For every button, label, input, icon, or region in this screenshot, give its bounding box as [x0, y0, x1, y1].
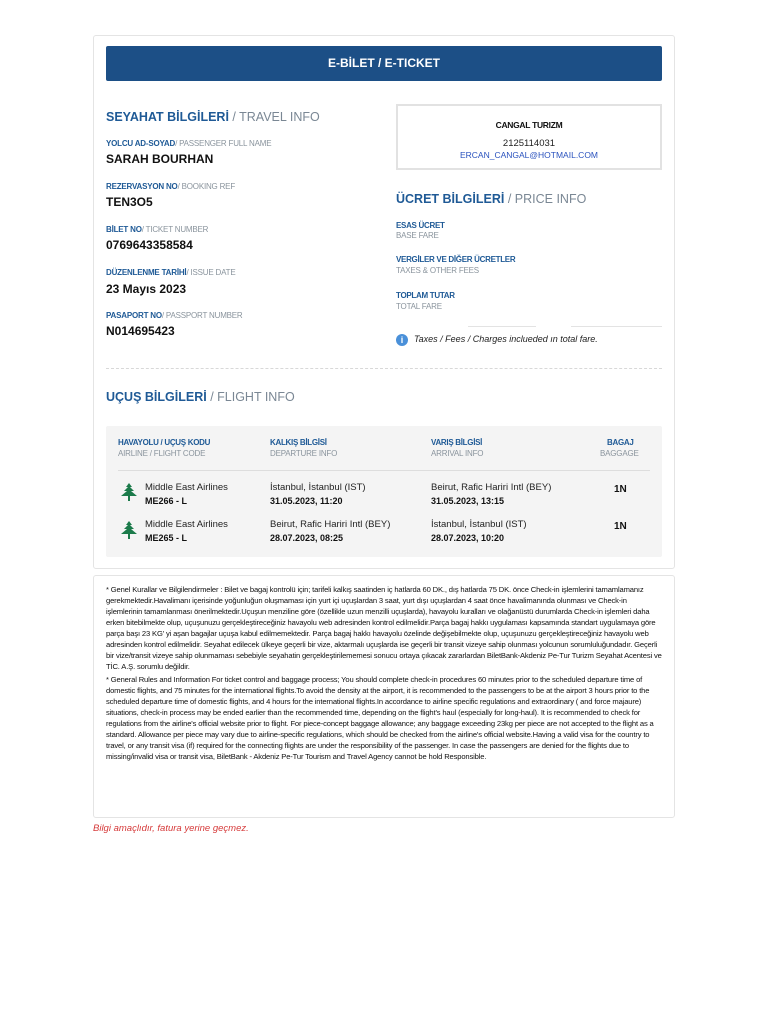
ticket-number-label: BİLET NO/ TICKET NUMBER — [106, 225, 209, 234]
flight-1-arrival-place: Beirut, Rafic Hariri Intl (BEY) — [431, 482, 552, 493]
taxes-label: VERGİLER VE DİĞER ÜCRETLER — [396, 255, 516, 264]
flight-1-airline: Middle East Airlines — [145, 482, 228, 493]
flight-1-departure-time: 31.05.2023, 11:20 — [270, 496, 343, 506]
base-fare-label: ESAS ÜCRET — [396, 221, 445, 230]
flight-1-code: ME266 - L — [145, 496, 188, 506]
flight-1-baggage: 1N — [614, 484, 627, 495]
flight-2-airline: Middle East Airlines — [145, 519, 228, 530]
table-header-divider — [118, 470, 650, 471]
flight-2-code: ME265 - L — [145, 533, 188, 543]
flight-1-departure-place: İstanbul, İstanbul (IST) — [270, 482, 366, 493]
divider — [468, 326, 536, 327]
agency-name: CANGAL TURIZM — [495, 120, 563, 130]
rules-turkish: * Genel Kurallar ve Bilgilendirmeler : Bilet ve bagaj kontrolü için; tarifeli kalkış saatinden iç hatlarda 60 DK., dış hatlarda 75 DK. önce Check-in işlemlerini tamamlamanız gerekmektedir.Havalimanı içerisinde yoğunluğun oluşmaması için yurt içi uçuşlardan 3 saat, yurt dışı uçuşlardan 4 saat önce havalimanında olunması ve Check-in işlemlerinin tamamlanması önerilmektedir.Uçuşun menziline göre (özellikle uzun menzilli uçuşlarda), havayolu kuralları ve olağanüstü durumlarda Check-in işlemleri daha erken bitebilmekte olup, uçuşunuzu gerçekleştireceğiniz havayolu web adresinden kontrol edilmelidir.Parça bagaj hakkı uygulaması kapsamında standart uygulamaya göre parça başı 23 KG' yi aşan bagajlar uçuşa kabul edilmemektedir. Parça bagaj hakkı havayolu özelinde değişebilmekte olup, uçuşunuzu gerçekleştireceğiniz havayolu web adresinden kontrol edilmelidir. Seyahat edilecek ülkeye geçerli bir vize, aktarmalı uçuşlarda ise geçerli bir transit vizeye sahip olunması yolcunun sorumluluğundadır. Geçerli bir vize/transit vizeye sahip olunmaması sebebiyle seyahatin gerçekleştirilememesi sonucu ortaya çıkacak zararlardan BiletBank-Akdeniz Pe-Tur Turizm Seyahat Acentesi ve TİC. A.Ş. sorumlu değildir. — [106, 585, 662, 671]
cedar-airline-logo-icon — [119, 521, 139, 539]
flight-2-departure-place: Beirut, Rafic Hariri Intl (BEY) — [270, 519, 391, 530]
flight-info-title: UÇUŞ BİLGİLERİ / FLIGHT INFO — [106, 390, 295, 404]
flight-2-arrival-time: 28.07.2023, 10:20 — [431, 533, 505, 543]
col-baggage-header-en: BAGGAGE — [600, 449, 639, 458]
col-baggage-header: BAGAJ — [607, 438, 634, 447]
col-departure-header-en: DEPARTURE INFO — [270, 449, 338, 458]
passenger-name-label: YOLCU AD-SOYAD/ PASSENGER FULL NAME — [106, 139, 272, 148]
col-arrival-header-en: ARRIVAL INFO — [431, 449, 484, 458]
ticket-header: E-BİLET / E-TICKET — [106, 46, 662, 81]
cedar-airline-logo-icon — [119, 483, 139, 501]
price-info-title: ÜCRET BİLGİLERİ / PRICE INFO — [396, 192, 587, 206]
ticket-number-value: 0769643358584 — [106, 238, 193, 252]
issue-date-label: DÜZENLENME TARİHİ/ ISSUE DATE — [106, 268, 236, 277]
travel-info-title: SEYAHAT BİLGİLERİ / TRAVEL INFO — [106, 110, 320, 124]
col-arrival-header: VARIŞ BİLGİSİ — [431, 438, 483, 447]
col-airline-header-en: AIRLINE / FLIGHT CODE — [118, 449, 206, 458]
flight-2-arrival-place: İstanbul, İstanbul (IST) — [431, 519, 527, 530]
passport-number-label: PASAPORT NO/ PASSPORT NUMBER — [106, 311, 243, 320]
taxes-label-en: TAXES & OTHER FEES — [396, 266, 479, 275]
base-fare-label-en: BASE FARE — [396, 231, 439, 240]
passport-number-value: N014695423 — [106, 324, 175, 338]
total-fare-label: TOPLAM TUTAR — [396, 291, 455, 300]
flight-2-departure-time: 28.07.2023, 08:25 — [270, 533, 344, 543]
passenger-name-value: SARAH BOURHAN — [106, 152, 214, 166]
agency-phone: 2125114031 — [502, 138, 556, 149]
issue-date-value: 23 Mayıs 2023 — [106, 282, 187, 296]
col-airline-header: HAVAYOLU / UÇUŞ KODU — [118, 438, 211, 447]
section-divider — [106, 368, 662, 369]
flight-2-baggage: 1N — [614, 521, 627, 532]
disclaimer-text: Bilgi amaçlıdır, fatura yerine geçmez. — [93, 823, 249, 834]
col-departure-header: KALKIŞ BİLGİSİ — [270, 438, 327, 447]
flight-1-arrival-time: 31.05.2023, 13:15 — [431, 496, 505, 506]
rules-box — [93, 575, 675, 818]
booking-ref-value: TEN3O5 — [106, 195, 153, 209]
info-icon: i — [396, 334, 408, 346]
rules-english: * General Rules and Information For ticket control and baggage process; You should complete check-in procedures 60 minutes prior to the scheduled departure time of domestic flights, and 75 minutes for the international flights.To avoid the density at the airport, it is recommended to the passengers to be at the airport 3 hours prior to the scheduled departure time of domestic flights, and 4 hours for the international flights.In accordance to airline specific regulations and extraordinary ( and force majaure) situations, check-in process may be ended earlier than the recommended time, depending on the flight's haul (especially for long-haul). It is recommended to check for regulations from the airline's official website prior to flight. For piece-concept baggage allowance; any baggage exceeding 23kg per piece are not accepted to the flight as a standard. Allowance per piece may vary due to airline-specific regulations, which should be checked from the airline's official website.Having a valid visa for the country to travel, or any transit visa (if) required for the connecting flights are under the responsibility of the passenger. In case the passengers are denied for the flights due to missing/invalid visa or transit visa, BiletBank - Akdeniz Pe-Tur Tourism and Travel Agency cannot be hold Responsible. — [106, 675, 654, 761]
divider — [571, 326, 662, 327]
agency-email-link[interactable]: ERCAN_CANGAL@HOTMAIL.COM — [459, 150, 599, 160]
price-note: Taxes / Fees / Charges inclueded ın total fare. — [414, 334, 598, 344]
booking-ref-label: REZERVASYON NO/ BOOKING REF — [106, 182, 236, 191]
agency-box — [396, 104, 662, 170]
total-fare-label-en: TOTAL FARE — [396, 302, 442, 311]
